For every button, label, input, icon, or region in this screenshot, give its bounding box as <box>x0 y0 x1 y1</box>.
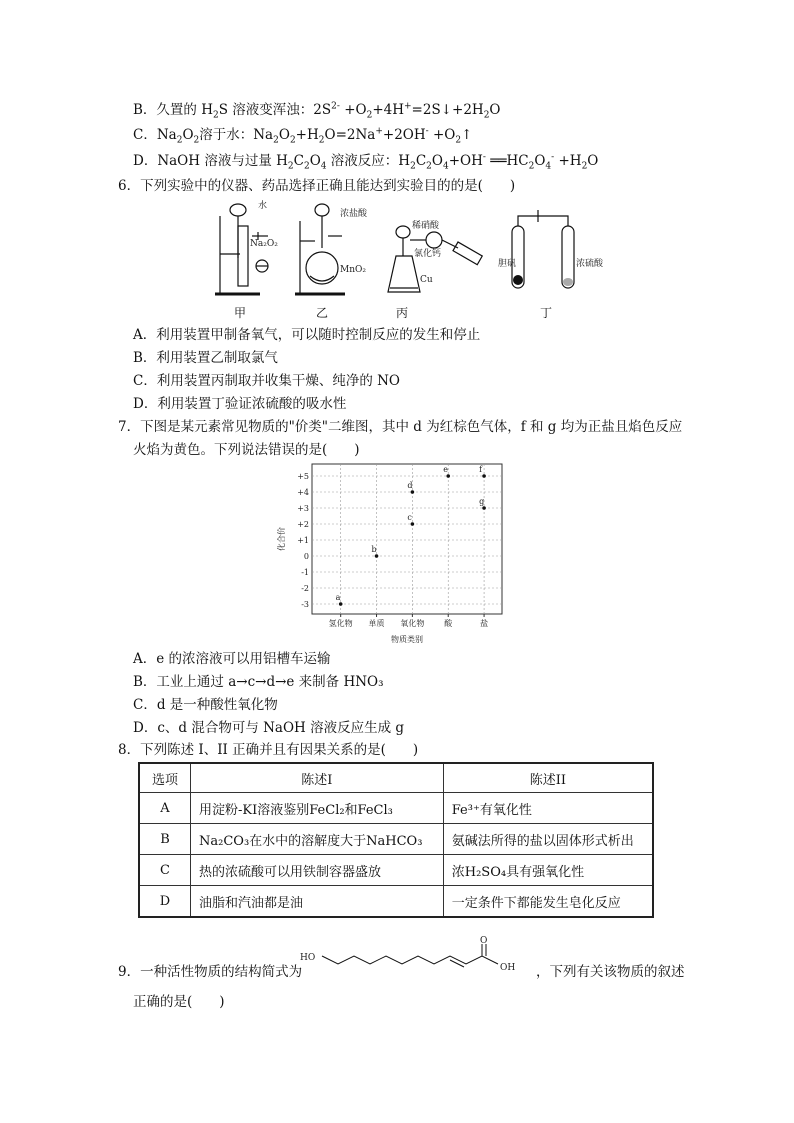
data-point-e <box>446 474 450 478</box>
label-jia: 甲 <box>234 306 247 320</box>
y-tick-label: +4 <box>297 488 309 497</box>
header-statement-2: 陈述II <box>443 763 653 793</box>
table-row <box>139 824 653 855</box>
header-option: 选项 <box>139 763 191 793</box>
x-axis-label: 物质类别 <box>391 635 423 644</box>
data-label-d: d <box>407 481 413 490</box>
q7-option-b: B．工业上通过 a→c→d→e 来制备 HNO₃ <box>133 674 384 690</box>
row-statement-2: Fe³⁺有氧化性 <box>443 793 653 824</box>
q8-table <box>138 762 654 918</box>
label-conc-hcl: 浓盐酸 <box>340 209 368 219</box>
q5-option-c: C．$Na_2O_2$溶于水：$Na_2O_2+H_2O=2Na^++2OH^-$ $+O_2↑$ <box>133 126 473 146</box>
ho-group: HO <box>300 953 316 963</box>
q9-stem-b: ，下列有关该物质的叙述 <box>536 964 685 980</box>
label-dilute-hno3: 稀硝酸 <box>412 221 440 231</box>
row-option: A <box>139 793 191 824</box>
x-tick-label: 氧化物 <box>400 619 425 628</box>
y-tick-label: -2 <box>301 584 309 593</box>
data-label-a: a <box>335 593 341 602</box>
q9-stem-a: 9．一种活性物质的结构简式为 <box>118 964 303 980</box>
label-yi: 乙 <box>316 306 329 320</box>
q7-option-a: A．e 的浓溶液可以用铝槽车运输 <box>133 651 331 667</box>
skeletal-structure <box>298 934 534 980</box>
x-tick-label: 氢化物 <box>328 619 353 628</box>
q7-option-c: C．d 是一种酸性氧化物 <box>133 697 278 713</box>
table-row <box>139 855 653 886</box>
row-statement-2: 浓H₂SO₄具有强氧化性 <box>443 855 653 886</box>
table-row <box>139 886 653 918</box>
q6-stem: 6．下列实验中的仪器、药品选择正确且能达到实验目的的是( ) <box>118 178 516 194</box>
data-label-f: f <box>479 465 483 474</box>
q6-apparatus-figure <box>200 196 604 321</box>
q6-option-a: A．利用装置甲制备氧气，可以随时控制反应的发生和停止 <box>133 327 481 343</box>
x-tick-label: 单质 <box>368 619 385 628</box>
label-conc-h2so4: 浓硫酸 <box>576 259 604 269</box>
apparatus-drawing <box>200 196 604 321</box>
x-tick-label: 盐 <box>480 619 489 628</box>
x-tick-label: 酸 <box>444 619 453 628</box>
label-water: 水 <box>258 201 268 211</box>
q8-stem: 8．下列陈述 I、II 正确并且有因果关系的是( ) <box>118 742 419 758</box>
q7-option-d: D．c、d 混合物可与 NaOH 溶液反应生成 g <box>133 720 405 736</box>
table-header-row <box>139 763 653 793</box>
row-statement-2: 氨碱法所得的盐以固体形式析出 <box>443 824 653 855</box>
row-statement-1: Na₂CO₃在水中的溶解度大于NaHCO₃ <box>191 824 444 855</box>
data-point-f <box>482 474 486 478</box>
data-point-a <box>339 602 343 606</box>
carbonyl-o: O <box>480 936 488 946</box>
row-option: B <box>139 824 191 855</box>
q7-stem-line2: 火焰为黄色。下列说法错误的是( ) <box>133 442 360 458</box>
table-row <box>139 793 653 824</box>
label-bing: 丙 <box>396 306 409 320</box>
data-point-g <box>482 506 486 510</box>
label-mno2: MnO₂ <box>340 265 366 275</box>
header-statement-1: 陈述I <box>191 763 444 793</box>
chart-svg <box>272 462 512 647</box>
q6-option-b: B．利用装置乙制取氯气 <box>133 350 278 366</box>
oh-group: OH <box>500 963 516 973</box>
label-cacl2: 氯化钙 <box>414 249 442 259</box>
row-option: C <box>139 855 191 886</box>
label-cu: Cu <box>420 275 433 285</box>
y-tick-label: +1 <box>297 536 309 545</box>
q5-option-d: D．NaOH 溶液与过量 $H_2C_2O_4$ 溶液反应：$H_2C_2O_4+OH^-$ $══HC_2O_4^- +H_2O$ <box>133 152 599 172</box>
q5-option-b: B．久置的 $H_2S$ 溶液变浑浊：$2S^{2-}$ $+O_2+4H^+=2S↓+2H_2O$ <box>133 101 501 121</box>
q6-option-d: D．利用装置丁验证浓硫酸的吸水性 <box>133 396 347 412</box>
data-label-b: b <box>371 545 377 554</box>
q9-stem-c: 正确的是( ) <box>133 994 225 1010</box>
y-tick-label: +2 <box>297 520 309 529</box>
row-statement-2: 一定条件下都能发生皂化反应 <box>443 886 653 918</box>
data-point-b <box>375 554 379 558</box>
label-na2o2: Na₂O₂ <box>250 239 278 249</box>
q9-structure-formula <box>298 934 534 980</box>
y-tick-label: +3 <box>297 504 309 513</box>
data-point-d <box>411 490 415 494</box>
valence-class-chart <box>272 462 512 647</box>
data-label-e: e <box>443 465 448 474</box>
label-ding: 丁 <box>540 306 553 320</box>
y-axis-label: 化合价 <box>277 527 286 551</box>
data-point-c <box>411 522 415 526</box>
row-statement-1: 油脂和汽油都是油 <box>191 886 444 918</box>
y-tick-label: +5 <box>297 472 309 481</box>
q6-option-c: C．利用装置丙制取并收集干燥、纯净的 NO <box>133 373 401 389</box>
y-tick-label: 0 <box>303 552 309 561</box>
label-danfan: 胆矾 <box>498 259 517 269</box>
row-option: D <box>139 886 191 918</box>
y-tick-label: -3 <box>301 600 309 609</box>
data-label-c: c <box>407 513 412 522</box>
q7-stem-line1: 7．下图是某元素常见物质的"价类"二维图，其中 d 为红棕色气体，f 和 g 均为正盐且焰色反应 <box>118 419 683 435</box>
row-statement-1: 用淀粉-KI溶液鉴别FeCl₂和FeCl₃ <box>191 793 444 824</box>
data-label-g: g <box>479 497 485 506</box>
y-tick-label: -1 <box>301 568 309 577</box>
row-statement-1: 热的浓硫酸可以用铁制容器盛放 <box>191 855 444 886</box>
